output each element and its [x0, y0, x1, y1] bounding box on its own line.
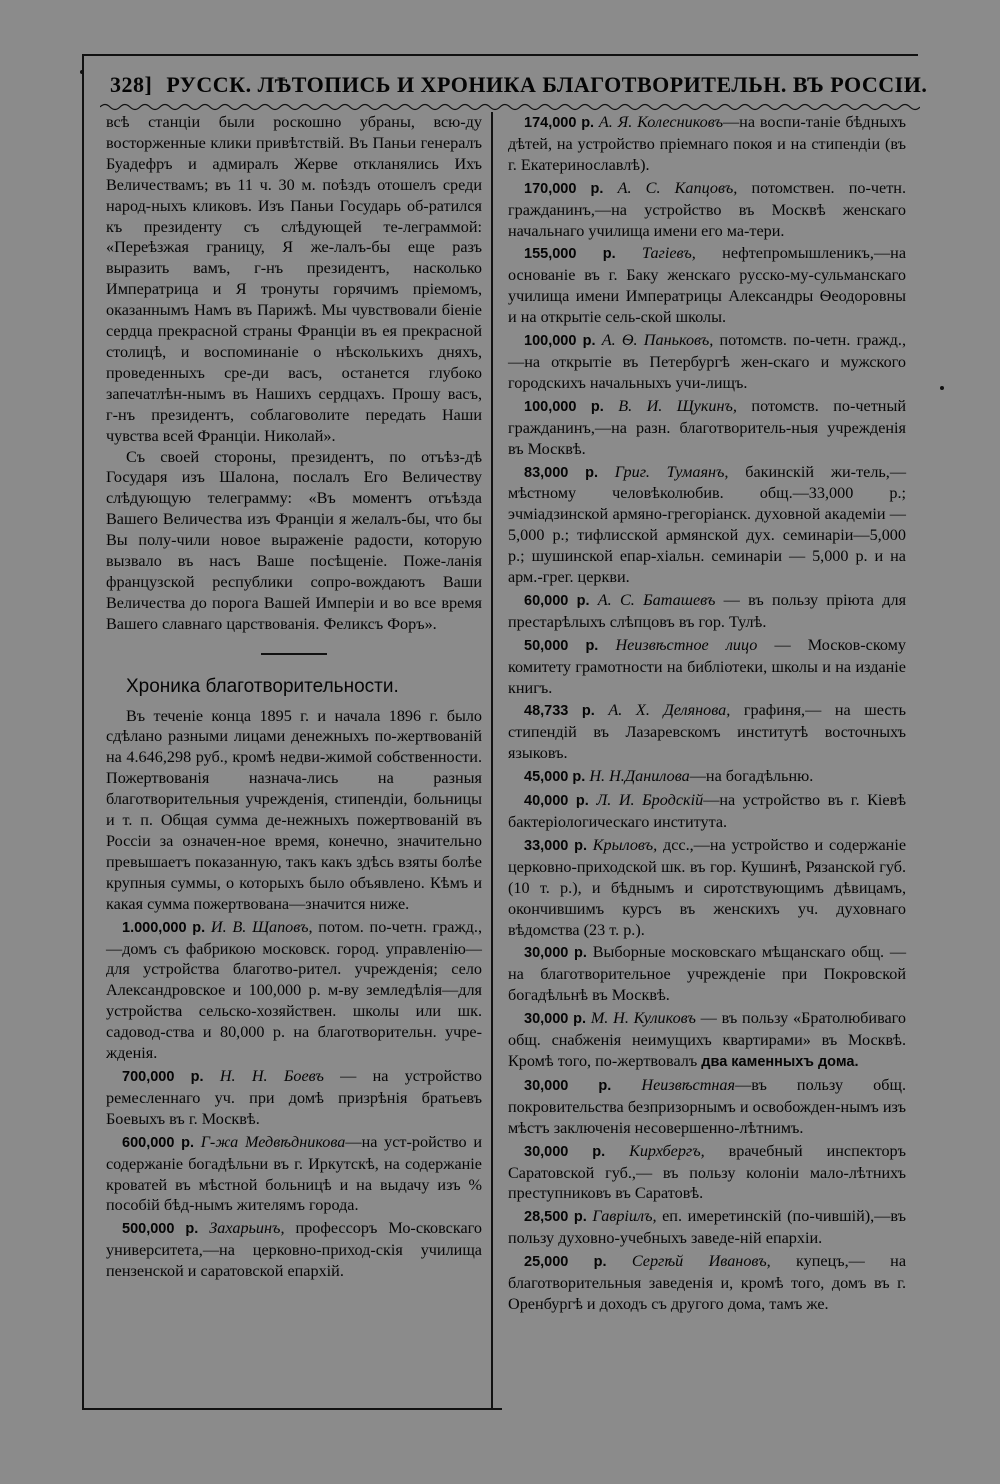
donation-amount: 25,000 р.: [524, 1254, 607, 1271]
donation-entry: [106, 917, 482, 1064]
donation-amount: 174,000 р.: [524, 115, 595, 131]
donation-bold-text: два каменныхъ дома.: [701, 1053, 859, 1070]
section-separator: [261, 653, 327, 655]
donation-text: потомств. по-четный гражданинъ,—на разн. благотворитель-ныя учрежденія въ Москвѣ.: [508, 396, 906, 458]
donor-name: А. Я. Колесниковъ: [598, 113, 723, 131]
donor-name: Кирхбергъ,: [629, 1141, 705, 1160]
donor-name: Неизвѣстная: [641, 1075, 736, 1094]
donation-entry: [106, 1218, 482, 1282]
donation-amount: 30,000 р.: [524, 1143, 606, 1160]
donation-amount: 28,500 р.: [524, 1209, 587, 1226]
donor-name: А. С. Баташевъ: [597, 590, 716, 609]
donation-text: — на устройство ремесленнаго уч. при домѣ призрѣнія братьевъ Боевыхъ въ г. Москвѣ.: [106, 1066, 482, 1128]
donation-amount: 48,733 р.: [524, 703, 595, 720]
donation-amount: 700,000 р.: [122, 1068, 204, 1085]
right-entries-list: [508, 112, 906, 1315]
right-column: [508, 112, 906, 1317]
donation-text: — въ пользу «Братолюбиваго общ. снабженія неимущихъ квартирами» въ Москвѣ. Кромѣ того, по-жертвовалъ: [508, 1009, 907, 1070]
donation-entry: [508, 942, 906, 1006]
donation-entry: [508, 1251, 906, 1315]
donor-name: А. Ѳ. Паньковъ,: [601, 331, 714, 350]
donor-name: А. Х. Делянова,: [608, 701, 731, 720]
page-frame-bottom: [82, 1408, 502, 1410]
page-frame-left: [82, 54, 84, 1410]
donation-amount: 1.000,000 р.: [122, 919, 206, 936]
donation-amount: 30,000 р.: [524, 1077, 612, 1094]
donation-text: дсс.,—на устройство и содержаніе церковно-приходской шк. въ гор. Кушинѣ, Рязанской губ. (10 т. р.), и бѣднымъ и сиротствующимъ дѣвицамъ, окончившимъ курсъ въ женскихъ уч. духовнаго вѣдомства (23 т. р.).: [508, 835, 907, 939]
donor-name: Гавріилъ,: [592, 1207, 657, 1226]
donation-amount: 30,000 р.: [524, 945, 587, 962]
donation-text: нефтепромышленикъ,—на основаніе въ г. Баку женскаго русско-му-сульманскаго училища имени Императрицы Александры Ѳеодоровны и на открытіе сель-ской школы.: [508, 244, 907, 327]
donation-text: потом. по-четн. гражд.,—домъ съ фабрикою московск. город. управленію—для устройства благотво-рител. учрежденія; село Александровское и 100,000 р. м-ву земледѣлія—для устройства сельско-хозяйствен. школы или шк. садовод-ства и 80,000 р. на благотворительн. учре-жденія.: [106, 917, 482, 1063]
donation-entry: [508, 1141, 906, 1205]
donor-name: Сергѣй Ивановъ,: [631, 1252, 771, 1271]
letter-text: всѣ станціи были роскошно убраны, всю-ду восторженные клики привѣтствій. Въ Паньи генералъ Буадефръ и адмиралъ Жерве откланялись Ихъ Величествамъ; въ 11 ч. 30 м. поѣздъ отошелъ среди народ-ныхъ кликовъ. Изъ Паньи Государь об-ратился къ президенту съ слѣдующей те-леграммой: «Переѣзжая границу, Я же-лалъ-бы еще разъ выразить вамъ, г-нъ президентъ, насколько Императрица и Я тронуты горячимъ пріемомъ, оказаннымъ Намъ въ Парижѣ. Мы чувствовали біеніе сердца прекрасной страны Франціи въ ея прекрасной столицѣ, и воспоминаніе о нѣсколькихъ дняхъ, проведенныхъ сре-ди васъ, останется глубоко запечатлѣн-нымъ въ Нашихъ сердцахъ. Прошу васъ, г-нъ президентъ, соблаговолите передать Наши чувства всей Франціи. Николай».: [106, 113, 482, 445]
donation-amount: 100,000 р.: [524, 398, 604, 415]
donation-entry: [508, 396, 906, 460]
donation-amount: 500,000 р.: [122, 1221, 199, 1238]
donation-text: купецъ,— на благотворительныя заведенія и, кромѣ того, домъ въ г. Оренбургѣ и доходъ съ другого дома, тамъ же.: [508, 1252, 907, 1313]
donation-entry: [106, 1066, 482, 1130]
donation-text: — Москов-скому комитету грамотности на библіотеки, школы и на изданіе книгъ.: [508, 635, 906, 697]
donation-text: —на воспи-таніе бѣдныхъ дѣтей, на устройство пріемнаго покоя и на стипендіи (въ г. Екатеринославлѣ).: [508, 113, 907, 174]
donation-entry: [106, 1132, 482, 1217]
donation-text: врачебный инспекторъ Саратовской губ.,— въ пользу колоніи мало-лѣтнихъ преступниковъ въ Саратовѣ.: [508, 1141, 907, 1203]
donation-text: потомств. по-четн. гражд.,—на открытіе въ Петербургѣ жен-скаго и мужского городскихъ начальныхъ учи-лищъ.: [508, 331, 907, 392]
left-column: [106, 112, 482, 1284]
donor-name: В. И. Щукинъ,: [618, 396, 737, 415]
donation-entry: [508, 590, 906, 633]
donation-entry: [508, 178, 906, 242]
donation-entry: [508, 330, 906, 394]
donation-amount: 600,000 р.: [122, 1134, 194, 1151]
donor-name: Н. Н.Данилова: [589, 767, 690, 786]
donation-amount: 100,000 р.: [524, 333, 596, 350]
donation-amount: 33,000 р.: [524, 837, 587, 854]
reply-text: Съ своей стороны, президентъ, по отъѣз-дѣ Государя изъ Шалона, послалъ Его Величеству слѣдующую телеграмму: «Въ моментъ отъѣзда Вашего Величества изъ Франціи я желалъ-бы, что бы Вы полу-чили новое выраженіе радости, которую вызвало въ насъ Ваше посѣщеніе. Поже-ланія французской республики сопро-вождаютъ Ваши Величества до порога Вашей Имперіи и во все время Вашего славнаго царствованія. Феликсъ Форъ».: [106, 447, 482, 633]
ink-dot: [80, 70, 84, 74]
chronicle-intro: Въ теченіе конца 1895 г. и начала 1896 г. было сдѣлано разными лицами денежныхъ по-жертвованій на 4.646,298 руб., кромѣ недви-жимой собственности. Пожертвованія назнача-лись на разныя благотворительныя учрежденія, стипендіи, больницы и т. п. Общая сумма де-нежныхъ пожертвованій въ Россіи за означен-ное время, конечно, значительно превышаетъ показанную, такъ какъ здѣсь взяты болѣе крупныя суммы, о которыхъ было объявлено. Кѣмъ и какая сумма пожертвована—значится ниже.: [106, 706, 482, 913]
donation-amount: 155,000 р.: [524, 246, 616, 263]
donor-name: Л. И. Бродскій: [596, 791, 704, 810]
chronicle-heading: Хроника благотворительности.: [126, 675, 399, 697]
donation-amount: 170,000 р.: [524, 180, 604, 197]
donation-entry: [508, 766, 906, 788]
donation-entry: [508, 1075, 906, 1139]
donor-name: М. Н. Куликовъ: [590, 1009, 696, 1028]
donor-name: Г-жа Медвѣдникова: [200, 1132, 346, 1151]
donation-entry: [508, 112, 906, 176]
page-number: 328]: [110, 72, 153, 97]
donation-text: профессоръ Мо-сковскаго университета,—на церковно-приход-скія училища пензенской и саратовской епархій.: [106, 1219, 483, 1281]
donor-name: И. В. Щаповъ,: [210, 917, 313, 936]
donation-text: —на устройство въ г. Кіевѣ бактеріологическаго института.: [508, 791, 907, 831]
donation-text: потомствен. по-четн. гражданинъ,—на устройство въ Москвѣ женскаго начальнаго училища имени его ма-тери.: [508, 178, 906, 240]
donation-entry: [508, 635, 906, 699]
donor-name: Крыловъ,: [592, 835, 658, 854]
donation-entry: [508, 700, 906, 764]
ink-dot: [940, 386, 944, 390]
donation-amount: 60,000 р.: [524, 592, 590, 609]
donation-text: Выборные московскаго мѣщанскаго общ. — на благотворительное учрежденіе при Покровской богадѣльнѣ въ Москвѣ.: [508, 943, 907, 1005]
wavy-rule: [100, 102, 920, 112]
donation-entry: [508, 790, 906, 833]
donation-entry: [508, 1008, 906, 1073]
column-divider: [491, 112, 493, 1408]
donation-amount: 40,000 р.: [524, 793, 589, 810]
running-header: [110, 72, 928, 98]
donor-name: Тагіевъ,: [642, 244, 696, 263]
donation-text: графиня,— на шесть стипендій въ Лазаревскомъ институтѣ восточныхъ языковъ.: [508, 701, 907, 763]
donation-entry: [508, 835, 906, 941]
donation-amount: 83,000 р.: [524, 464, 598, 481]
donation-amount: 45,000 р.: [524, 769, 586, 786]
donation-text: бакинскій жи-тель,—мѣстному человѣколюбив. общ.—33,000 р.; эчміадзинской армяно-грегоріанск. духовной академіи — 5,000 р.; тифлисской армянской дух. семинаріи—5,000 р.; шушинской епар-хіальн. семинаріи — 5,000 р. и на арм.-грег. церкви.: [508, 462, 907, 587]
donation-text: —въ пользу общ. покровительства безпризорнымъ и освобожден-нымъ изъ мѣстъ заключенія несовершенно-лѣтнимъ.: [508, 1075, 907, 1137]
running-title: РУССК. ЛѢТОПИСЬ И ХРОНИКА БЛАГОТВОРИТЕЛЬН. ВЪ РОССІИ.: [166, 72, 928, 97]
donor-name: Н. Н. Боевъ: [219, 1066, 324, 1085]
page-frame-top: [82, 54, 918, 56]
donation-text: еп. имеретинскій (по-чившій),—въ пользу духовно-учебныхъ заведе-ній епархіи.: [508, 1207, 907, 1248]
donor-name: Неизвѣстное лицо: [615, 635, 758, 654]
donation-entry: [508, 1206, 906, 1249]
left-entries-list: [106, 917, 482, 1282]
donation-entry: [508, 243, 906, 328]
donation-amount: 50,000 р.: [524, 637, 599, 654]
donation-text: —на богадѣльню.: [689, 767, 814, 786]
donation-entry: [508, 462, 906, 588]
donor-name: А. С. Капцовъ,: [617, 178, 738, 197]
donor-name: Григ. Тумаянъ,: [614, 462, 729, 481]
donor-name: Захарьинъ,: [209, 1219, 285, 1238]
donation-amount: 30,000 р.: [524, 1011, 587, 1028]
donation-text: —на уст-ройство и содержаніе богадѣльни въ г. Иркутскѣ, на содержаніе кроватей въ мѣстной больницѣ и на выдачу изъ % пособій бѣд-нымъ жителямъ города.: [106, 1132, 482, 1215]
donation-text: — въ пользу пріюта для престарѣлыхъ слѣпцовъ въ гор. Тулѣ.: [508, 590, 907, 631]
